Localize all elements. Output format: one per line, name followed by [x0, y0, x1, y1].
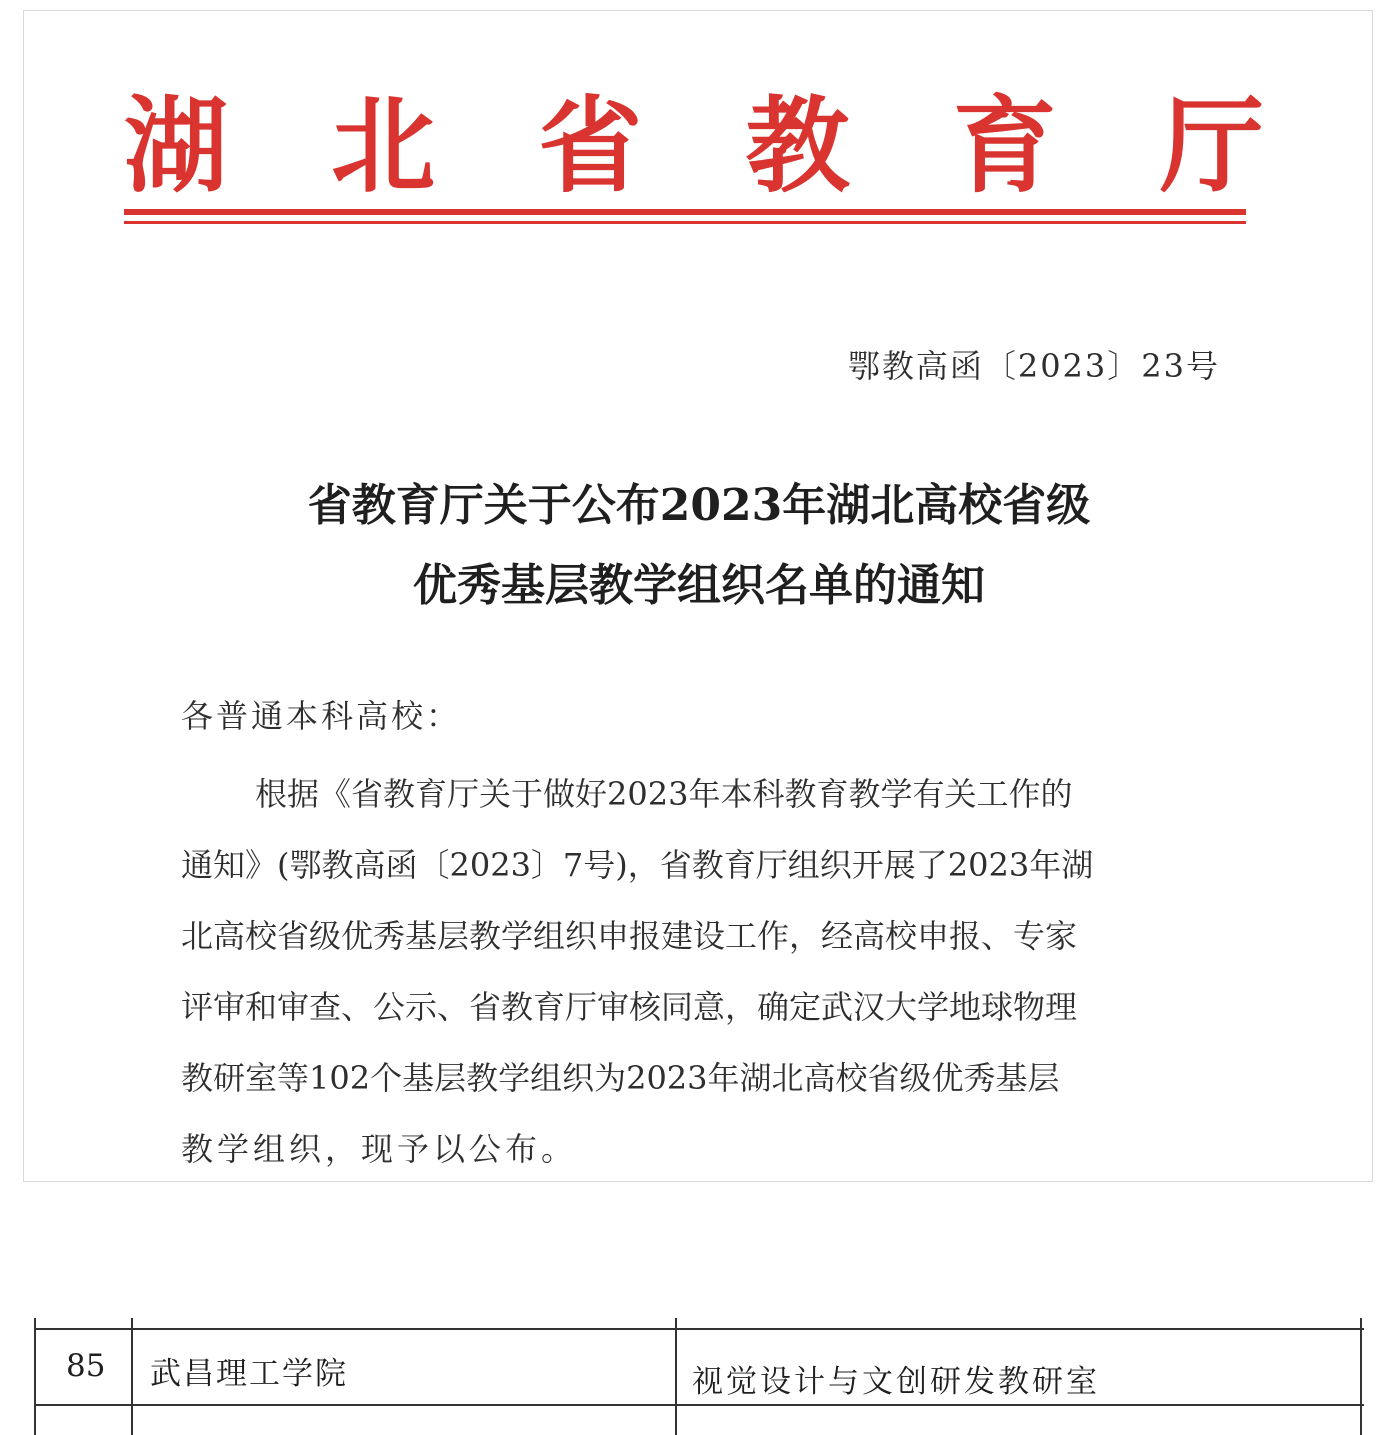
recipient-line: 各普通本科高校： [181, 697, 462, 735]
body-line: 根据《省教育厅关于做好2023年本科教育教学有关工作的 [255, 775, 1073, 813]
body-line: 教学组织，现予以公布。 [181, 1130, 578, 1168]
table-cell-number: 85 [66, 1348, 106, 1384]
notice-title-line: 省教育厅关于公布2023年湖北高校省级 [307, 480, 1091, 531]
issuer-header [124, 81, 1264, 211]
header-char: 育 [952, 84, 1057, 207]
table-col-line [34, 1318, 36, 1435]
notice-title-line: 优秀基层教学组织名单的通知 [413, 560, 985, 611]
table-cell-organization: 视觉设计与文创研发教研室 [692, 1364, 1100, 1400]
body-line: 北高校省级优秀基层教学组织申报建设工作，经高校申报、专家 [181, 917, 1078, 955]
header-char: 湖 [124, 84, 229, 207]
table-col-line [131, 1318, 133, 1435]
table-excerpt [24, 1318, 1374, 1435]
header-char: 教 [745, 84, 850, 207]
table-col-line [675, 1318, 677, 1435]
table-border-top [34, 1328, 1364, 1330]
table-border-bottom [34, 1404, 1364, 1406]
header-rule-thin [124, 221, 1246, 224]
body-paragraph [181, 759, 1221, 1185]
header-char: 北 [331, 84, 436, 207]
header-char: 厅 [1159, 84, 1264, 207]
notice-title [24, 466, 1374, 626]
document-number: 鄂教高函〔2023〕23号 [847, 347, 1220, 385]
body-line: 教研室等102个基层教学组织为2023年湖北高校省级优秀基层 [181, 1059, 1060, 1097]
table-col-line [1360, 1318, 1362, 1435]
header-char: 省 [538, 84, 643, 207]
table-cell-school: 武昌理工学院 [150, 1356, 348, 1392]
body-line: 评审和审查、公示、省教育厅审核同意，确定武汉大学地球物理 [181, 988, 1078, 1026]
body-line: 通知》(鄂教高函〔2023〕7号)，省教育厅组织开展了2023年湖 [181, 846, 1094, 884]
header-rule-thick [124, 209, 1246, 215]
document-page [23, 10, 1373, 1182]
